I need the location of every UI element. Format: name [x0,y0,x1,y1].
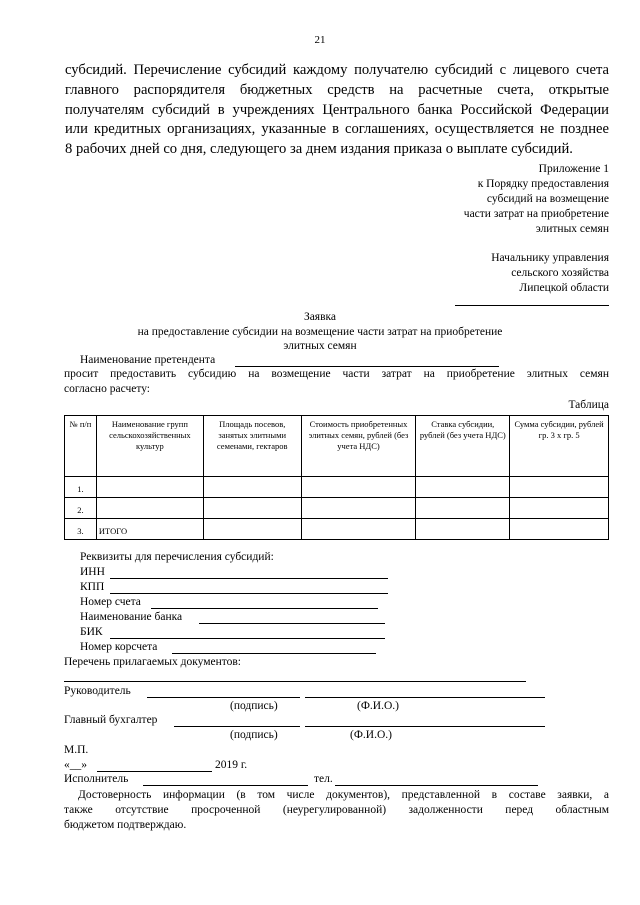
intro-line: получателям субсидий в учреждениях Центрального банка Российской Федерации [65,101,609,118]
header-number: № п/п [65,416,97,477]
cell-rate[interactable] [416,519,510,540]
name-hint: (Ф.И.О.) [357,700,399,712]
appendix-line: субсидий на возмещение [486,193,609,205]
appendix-line: части затрат на приобретение [463,208,609,220]
request-line: согласно расчету: [64,383,150,395]
bik-label: БИК [80,626,103,638]
bik-input-line[interactable] [110,638,385,639]
requisites-title: Реквизиты для перечисления субсидий: [80,551,274,563]
phone-input-line[interactable] [335,785,538,786]
date-day[interactable]: «__» [64,759,87,771]
appendix-header [464,162,609,237]
account-input-line[interactable] [151,608,378,609]
page-number: 21 [314,34,326,46]
intro-line: субсидий. Перечисление субсидий каждому получателю субсидий с лицевого счета [65,62,609,78]
signature-hint: (подпись) [230,729,278,741]
bank-input-line[interactable] [199,623,385,624]
table-caption: Таблица [568,399,609,411]
table-row [65,477,609,498]
certification-text [64,788,609,833]
cell-rate[interactable] [416,498,510,519]
certification-line: также отсутствие просроченной (неурегулированной) задолженности перед областным [64,804,609,816]
appendix-line: Приложение 1 [538,163,609,175]
accountant-signature-line[interactable] [174,726,300,727]
addressee-block [491,251,609,296]
cell-total-label: ИТОГО [96,519,203,540]
cell-cost[interactable] [301,519,416,540]
kpp-input-line[interactable] [110,593,388,594]
documents-label: Перечень прилагаемых документов: [64,656,242,668]
account-label: Номер счета [80,596,141,608]
date-month-line[interactable] [97,771,212,772]
cell-area[interactable] [203,498,301,519]
cell-number: 1. [65,477,97,498]
form-subtitle: элитных семян [283,340,357,352]
header-amount: Сумма субсидии, рублей гр. 3 х гр. 5 [510,416,609,477]
documents-input-line[interactable] [64,681,526,682]
director-signature-line[interactable] [147,697,300,698]
form-subtitle: на предоставление субсидии на возмещение части затрат на приобретение [137,326,503,338]
intro-paragraph [65,61,609,160]
director-label: Руководитель [64,685,131,697]
cell-cost[interactable] [301,477,416,498]
intro-line: главного распорядителя бюджетных средств на расчетные счета, открытые [65,81,609,98]
header-cost: Стоимость приобретенных элитных семян, рублей (без учета НДС) [301,416,416,477]
cell-amount[interactable] [510,519,609,540]
applicant-input-line[interactable] [235,366,499,367]
name-hint: (Ф.И.О.) [350,729,392,741]
request-line: просит предоставить субсидию на возмещение части затрат на приобретение элитных семян [64,368,609,380]
inn-label: ИНН [80,566,105,578]
addressee-line: Начальнику управления [491,252,609,264]
addressee-signature-line [455,305,609,306]
director-name-line[interactable] [305,697,545,698]
form-title: Заявка [303,311,337,323]
phone-label: тел. [314,773,333,785]
corr-account-label: Номер корсчета [80,641,158,653]
subsidy-table [64,415,609,540]
table-row-total [65,519,609,540]
header-crop-group: Наименование групп сельскохозяйственных культур [96,416,203,477]
certification-line: Достоверность информации (в том числе документов), представленной в составе заявки, а [78,789,609,801]
kpp-label: КПП [80,581,105,593]
stamp-label: М.П. [64,744,89,756]
cell-rate[interactable] [416,477,510,498]
executor-input-line[interactable] [143,785,308,786]
addressee-line: сельского хозяйства [511,267,609,279]
header-rate: Ставка субсидии, рублей (без учета НДС) [416,416,510,477]
cell-cost[interactable] [301,498,416,519]
certification-line: бюджетом подтверждаю. [64,819,187,831]
table-header-row [65,416,609,477]
applicant-label: Наименование претендента [80,354,216,366]
inn-input-line[interactable] [110,578,388,579]
executor-label: Исполнитель [64,773,129,785]
cell-area[interactable] [203,519,301,540]
addressee-line: Липецкой области [519,282,609,294]
cell-area[interactable] [203,477,301,498]
appendix-line: элитных семян [535,223,609,235]
cell-crop-group[interactable] [96,498,203,519]
cell-number: 2. [65,498,97,519]
accountant-name-line[interactable] [305,726,545,727]
date-year: 2019 г. [215,759,248,771]
header-area: Площадь посевов, занятых элитными семенами, гектаров [203,416,301,477]
cell-amount[interactable] [510,498,609,519]
appendix-line: к Порядку предоставления [477,178,609,190]
cell-crop-group[interactable] [96,477,203,498]
bank-label: Наименование банка [80,611,183,623]
intro-line: 8 рабочих дней со дня, следующего за днем издания приказа о выплате субсидий. [65,141,573,158]
cell-amount[interactable] [510,477,609,498]
intro-line: или кредитных организациях, указанные в соглашениях, осуществляется не позднее [65,121,609,138]
corr-account-input-line[interactable] [172,653,376,654]
chief-accountant-label: Главный бухгалтер [64,714,158,726]
cell-number: 3. [65,519,97,540]
signature-hint: (подпись) [230,700,278,712]
table-row [65,498,609,519]
